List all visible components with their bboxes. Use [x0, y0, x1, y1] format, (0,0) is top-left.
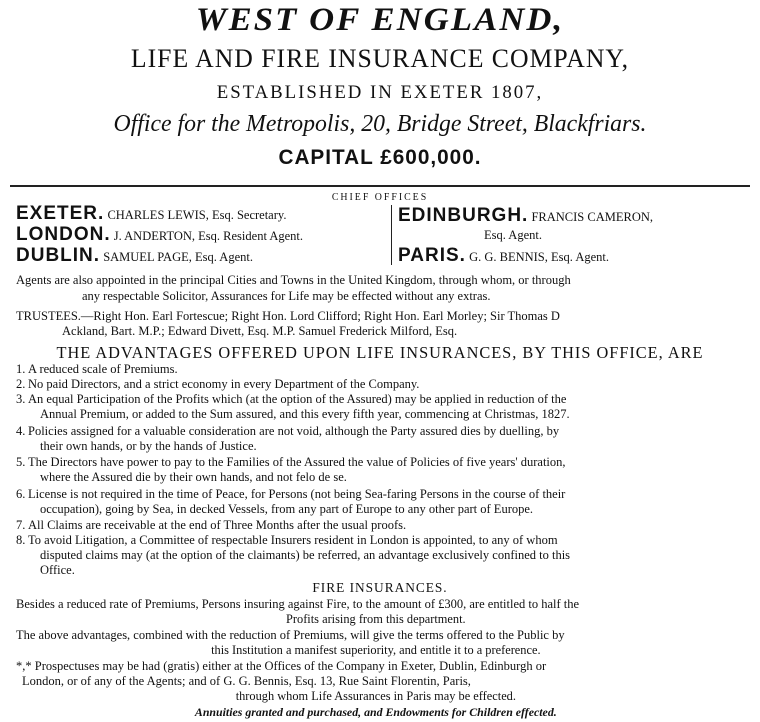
fire-para-1-line-2: Profits arising from this department. — [286, 612, 466, 626]
item-text: To avoid Litigation, a Committee of respectable Insurers resident in London is appointed, to any of whom — [28, 533, 558, 547]
life-item-3-cont: Annual Premium, or added to the Sum assured, and this every fifth year, commencing at Christmas, 1827. — [40, 407, 570, 421]
fire-para-2-line-2: this Institution a manifest superiority, and entitle it to a preference. — [211, 643, 541, 657]
item-text: Policies assigned for a valuable consideration are not void, although the Party assured dies by duelling, by — [28, 424, 560, 438]
life-item-6-cont: occupation), going by Sea, in decked Vessels, from any part of Europe to any other part of Europe. — [40, 502, 534, 516]
item-number: 6. — [16, 487, 26, 501]
life-item-5-cont: where the Assured die by their own hands, and not felo de se. — [40, 470, 347, 484]
item-number: 5. — [16, 455, 26, 469]
office-city: PARIS. — [398, 245, 466, 266]
office-agent: CHARLES LEWIS, Esq. Secretary. — [107, 208, 287, 222]
office-city: EXETER. — [16, 203, 105, 224]
item-text: No paid Directors, and a strict economy in every Department of the Company. — [28, 377, 420, 391]
office-agent: FRANCIS CAMERON, — [531, 210, 654, 224]
item-number: 1. — [16, 362, 26, 376]
office-dublin — [16, 245, 253, 267]
item-number: 8. — [16, 533, 26, 547]
prospectus-text: Prospectuses may be had (gratis) either at the Offices of the Company in Exeter, Dublin, Edinburgh or — [34, 659, 547, 673]
life-item-7 — [16, 518, 406, 533]
office-city: EDINBURGH. — [398, 205, 529, 226]
item-number: 4. — [16, 424, 26, 438]
fire-para-1-line-1: Besides a reduced rate of Premiums, Persons insuring against Fire, to the amount of £300, are entitled to half the — [16, 597, 580, 611]
office-city: LONDON. — [16, 224, 111, 245]
office-city: DUBLIN. — [16, 245, 101, 266]
masthead-title: WEST OF ENGLAND, — [195, 2, 565, 38]
top-divider — [10, 185, 750, 187]
item-text: An equal Participation of the Profits which (at the option of the Assured) may be applied in reduction of the — [28, 392, 567, 406]
life-item-4-cont: their own hands, or by the hands of Justice. — [40, 439, 257, 453]
office-london — [16, 224, 303, 246]
office-edinburgh-agent-cont: Esq. Agent. — [484, 228, 542, 242]
established-line: ESTABLISHED IN EXETER 1807, — [216, 82, 544, 103]
office-exeter — [16, 203, 286, 225]
agents-line-1: Agents are also appointed in the principal Cities and Towns in the United Kingdom, through whom, or through — [16, 273, 571, 287]
life-item-2 — [16, 377, 419, 392]
life-item-1 — [16, 362, 178, 377]
life-item-4 — [16, 424, 559, 439]
item-text: The Directors have power to pay to the Families of the Assured the value of Policies of five years' duration, — [28, 455, 566, 469]
offices-column-divider — [391, 205, 392, 265]
prospectus-line-2: London, or of any of the Agents; and of G. G. Bennis, Esq. 13, Rue Saint Florentin, Paris, — [22, 674, 471, 688]
asterism-mark: *,* — [16, 659, 32, 673]
company-name: LIFE AND FIRE INSURANCE COMPANY, — [130, 44, 630, 73]
capital-line: CAPITAL £600,000. — [278, 146, 482, 169]
life-item-5 — [16, 455, 566, 470]
item-text: All Claims are receivable at the end of Three Months after the usual proofs. — [28, 518, 407, 532]
office-agent: SAMUEL PAGE, Esq. Agent. — [103, 250, 253, 264]
chief-offices-heading: CHIEF OFFICES — [331, 192, 429, 203]
item-number: 3. — [16, 392, 26, 406]
item-number: 2. — [16, 377, 26, 391]
agents-line-2: any respectable Solicitor, Assurances for Life may be effected without any extras. — [82, 289, 491, 303]
office-paris — [398, 245, 609, 267]
prospectus-line-3: through whom Life Assurances in Paris may be effected. — [235, 689, 516, 703]
life-item-8 — [16, 533, 558, 548]
trustees-line-1: TRUSTEES.—Right Hon. Earl Fortescue; Right Hon. Lord Clifford; Right Hon. Earl Morley; Sir Thomas D — [16, 309, 560, 323]
item-text: License is not required in the time of Peace, for Persons (not being Sea-faring Persons in the course of their — [28, 487, 566, 501]
life-section-heading: THE ADVANTAGES OFFERED UPON LIFE INSURANCES, BY THIS OFFICE, ARE — [56, 343, 704, 362]
life-item-8-cont2: Office. — [40, 563, 75, 577]
metropolis-office-line: Office for the Metropolis, 20, Bridge Street, Blackfriars. — [113, 111, 647, 137]
fire-section-heading: FIRE INSURANCES. — [312, 580, 448, 595]
footer-line: Annuities granted and purchased, and Endowments for Children effected. — [194, 705, 557, 719]
fire-para-2-line-1: The above advantages, combined with the reduction of Premiums, will give the terms offered to the Public by — [16, 628, 565, 642]
office-agent: J. ANDERTON, Esq. Resident Agent. — [113, 229, 304, 243]
life-item-3 — [16, 392, 566, 407]
life-item-8-cont: disputed claims may (at the option of the claimants) be referred, an advantage exclusively confined to this — [40, 548, 571, 562]
office-agent: G. G. BENNIS, Esq. Agent. — [469, 250, 609, 264]
life-item-6 — [16, 487, 565, 502]
item-text: A reduced scale of Premiums. — [28, 362, 178, 376]
office-edinburgh — [398, 205, 653, 227]
trustees-line-2: Ackland, Bart. M.P.; Edward Divett, Esq. M.P. Samuel Frederick Milford, Esq. — [62, 324, 458, 338]
prospectus-line-1 — [16, 659, 546, 674]
item-number: 7. — [16, 518, 26, 532]
